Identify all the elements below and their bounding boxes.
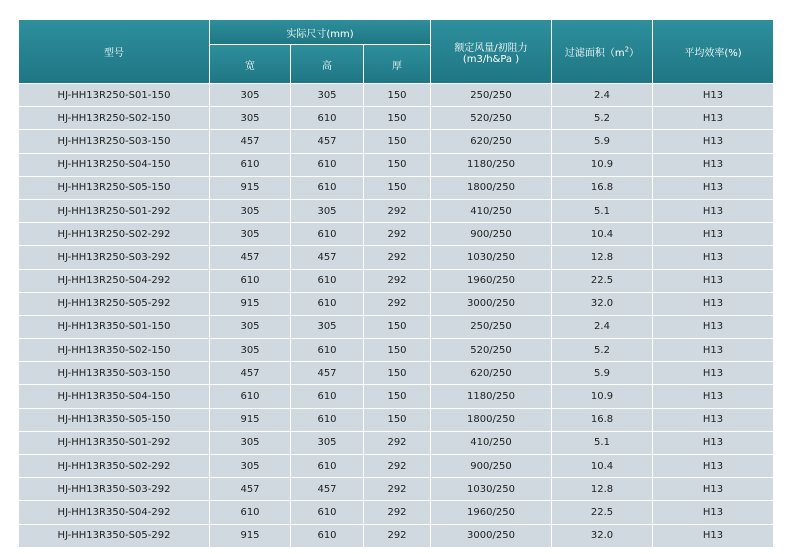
cell-height: 305 xyxy=(291,200,363,222)
cell-filter-area: 2.4 xyxy=(552,84,652,106)
table-row xyxy=(19,525,773,547)
table-row xyxy=(19,455,773,477)
table-body xyxy=(19,84,773,547)
cell-height: 610 xyxy=(291,270,363,292)
cell-thickness: 150 xyxy=(364,385,430,407)
cell-width: 305 xyxy=(210,316,290,338)
cell-filter-area: 5.1 xyxy=(552,432,652,454)
cell-filter-area: 10.4 xyxy=(552,455,652,477)
cell-thickness: 292 xyxy=(364,501,430,523)
cell-filter-area: 16.8 xyxy=(552,409,652,431)
cell-thickness: 292 xyxy=(364,200,430,222)
cell-thickness: 150 xyxy=(364,154,430,176)
cell-filter-area: 5.2 xyxy=(552,339,652,361)
cell-airflow: 3000/250 xyxy=(431,293,551,315)
cell-airflow: 1180/250 xyxy=(431,154,551,176)
cell-airflow: 410/250 xyxy=(431,432,551,454)
cell-height: 305 xyxy=(291,84,363,106)
cell-model: HJ-HH13R250-S01-292 xyxy=(19,200,209,222)
header-thickness: 厚 xyxy=(364,45,430,83)
table-row xyxy=(19,409,773,431)
cell-thickness: 150 xyxy=(364,177,430,199)
cell-width: 305 xyxy=(210,84,290,106)
cell-model: HJ-HH13R350-S02-150 xyxy=(19,339,209,361)
table-row xyxy=(19,200,773,222)
cell-model: HJ-HH13R350-S04-292 xyxy=(19,501,209,523)
cell-height: 610 xyxy=(291,455,363,477)
cell-thickness: 150 xyxy=(364,362,430,384)
cell-efficiency: H13 xyxy=(653,246,773,268)
cell-thickness: 292 xyxy=(364,223,430,245)
cell-airflow: 250/250 xyxy=(431,316,551,338)
cell-airflow: 1960/250 xyxy=(431,501,551,523)
cell-efficiency: H13 xyxy=(653,107,773,129)
cell-filter-area: 22.5 xyxy=(552,501,652,523)
cell-height: 610 xyxy=(291,177,363,199)
cell-height: 610 xyxy=(291,409,363,431)
cell-efficiency: H13 xyxy=(653,270,773,292)
table-row xyxy=(19,432,773,454)
cell-airflow: 1180/250 xyxy=(431,385,551,407)
cell-efficiency: H13 xyxy=(653,154,773,176)
cell-airflow: 520/250 xyxy=(431,107,551,129)
cell-airflow: 1030/250 xyxy=(431,246,551,268)
cell-efficiency: H13 xyxy=(653,478,773,500)
cell-width: 457 xyxy=(210,478,290,500)
cell-width: 305 xyxy=(210,432,290,454)
cell-filter-area: 32.0 xyxy=(552,525,652,547)
cell-model: HJ-HH13R350-S05-150 xyxy=(19,409,209,431)
cell-model: HJ-HH13R250-S05-292 xyxy=(19,293,209,315)
cell-width: 915 xyxy=(210,293,290,315)
cell-width: 457 xyxy=(210,362,290,384)
cell-thickness: 292 xyxy=(364,293,430,315)
cell-filter-area: 10.9 xyxy=(552,154,652,176)
cell-airflow: 3000/250 xyxy=(431,525,551,547)
cell-width: 457 xyxy=(210,246,290,268)
header-filter-area xyxy=(552,20,652,83)
cell-model: HJ-HH13R350-S01-150 xyxy=(19,316,209,338)
cell-width: 915 xyxy=(210,409,290,431)
cell-efficiency: H13 xyxy=(653,455,773,477)
cell-height: 610 xyxy=(291,525,363,547)
cell-airflow: 520/250 xyxy=(431,339,551,361)
header-rated-airflow-line1: 额定风量/初阻力 xyxy=(454,42,528,54)
cell-width: 305 xyxy=(210,339,290,361)
cell-filter-area: 12.8 xyxy=(552,478,652,500)
cell-model: HJ-HH13R250-S03-150 xyxy=(19,130,209,152)
cell-thickness: 150 xyxy=(364,84,430,106)
cell-airflow: 1030/250 xyxy=(431,478,551,500)
header-height: 高 xyxy=(291,45,363,83)
cell-model: HJ-HH13R250-S05-150 xyxy=(19,177,209,199)
cell-height: 610 xyxy=(291,223,363,245)
table-row xyxy=(19,316,773,338)
cell-efficiency: H13 xyxy=(653,177,773,199)
header-actual-size: 实际尺寸(mm) xyxy=(210,20,430,44)
cell-width: 610 xyxy=(210,154,290,176)
cell-efficiency: H13 xyxy=(653,501,773,523)
cell-height: 305 xyxy=(291,316,363,338)
cell-height: 457 xyxy=(291,478,363,500)
table-row xyxy=(19,270,773,292)
cell-width: 610 xyxy=(210,501,290,523)
header-filter-area-end: ） xyxy=(629,48,640,59)
cell-efficiency: H13 xyxy=(653,130,773,152)
filter-spec-table xyxy=(18,19,774,548)
cell-airflow: 250/250 xyxy=(431,84,551,106)
cell-efficiency: H13 xyxy=(653,385,773,407)
cell-filter-area: 5.9 xyxy=(552,362,652,384)
table-row xyxy=(19,177,773,199)
table-row xyxy=(19,362,773,384)
cell-height: 610 xyxy=(291,107,363,129)
cell-airflow: 1800/250 xyxy=(431,409,551,431)
cell-airflow: 900/250 xyxy=(431,455,551,477)
cell-model: HJ-HH13R250-S04-150 xyxy=(19,154,209,176)
cell-filter-area: 22.5 xyxy=(552,270,652,292)
cell-height: 610 xyxy=(291,339,363,361)
cell-thickness: 292 xyxy=(364,246,430,268)
cell-thickness: 292 xyxy=(364,432,430,454)
cell-efficiency: H13 xyxy=(653,84,773,106)
cell-airflow: 1960/250 xyxy=(431,270,551,292)
cell-width: 305 xyxy=(210,223,290,245)
cell-width: 610 xyxy=(210,270,290,292)
cell-efficiency: H13 xyxy=(653,409,773,431)
cell-filter-area: 5.9 xyxy=(552,130,652,152)
cell-airflow: 900/250 xyxy=(431,223,551,245)
cell-model: HJ-HH13R250-S03-292 xyxy=(19,246,209,268)
cell-height: 457 xyxy=(291,130,363,152)
cell-model: HJ-HH13R350-S02-292 xyxy=(19,455,209,477)
cell-width: 457 xyxy=(210,130,290,152)
cell-efficiency: H13 xyxy=(653,525,773,547)
cell-height: 610 xyxy=(291,501,363,523)
table-row xyxy=(19,478,773,500)
cell-airflow: 410/250 xyxy=(431,200,551,222)
cell-filter-area: 16.8 xyxy=(552,177,652,199)
header-rated-airflow xyxy=(431,20,551,83)
cell-model: HJ-HH13R250-S01-150 xyxy=(19,84,209,106)
cell-airflow: 1800/250 xyxy=(431,177,551,199)
cell-height: 457 xyxy=(291,362,363,384)
cell-width: 305 xyxy=(210,200,290,222)
cell-thickness: 292 xyxy=(364,525,430,547)
cell-efficiency: H13 xyxy=(653,293,773,315)
cell-model: HJ-HH13R350-S03-150 xyxy=(19,362,209,384)
cell-efficiency: H13 xyxy=(653,316,773,338)
header-filter-area-sup: 2 xyxy=(624,45,630,54)
cell-model: HJ-HH13R350-S01-292 xyxy=(19,432,209,454)
cell-height: 610 xyxy=(291,293,363,315)
spec-table-container xyxy=(18,19,772,548)
header-avg-efficiency: 平均效率(%) xyxy=(653,20,773,83)
cell-height: 610 xyxy=(291,385,363,407)
table-row xyxy=(19,246,773,268)
cell-width: 610 xyxy=(210,385,290,407)
cell-thickness: 150 xyxy=(364,339,430,361)
cell-model: HJ-HH13R350-S05-292 xyxy=(19,525,209,547)
cell-thickness: 150 xyxy=(364,316,430,338)
table-row xyxy=(19,385,773,407)
table-row xyxy=(19,107,773,129)
cell-filter-area: 2.4 xyxy=(552,316,652,338)
header-width: 宽 xyxy=(210,45,290,83)
cell-model: HJ-HH13R250-S02-150 xyxy=(19,107,209,129)
header-rated-airflow-line2: (m3/h&Pa ) xyxy=(462,53,520,65)
cell-model: HJ-HH13R250-S04-292 xyxy=(19,270,209,292)
cell-thickness: 292 xyxy=(364,270,430,292)
cell-width: 305 xyxy=(210,455,290,477)
cell-width: 915 xyxy=(210,525,290,547)
cell-efficiency: H13 xyxy=(653,432,773,454)
cell-thickness: 292 xyxy=(364,455,430,477)
cell-filter-area: 12.8 xyxy=(552,246,652,268)
table-row xyxy=(19,339,773,361)
cell-model: HJ-HH13R350-S04-150 xyxy=(19,385,209,407)
cell-width: 305 xyxy=(210,107,290,129)
cell-filter-area: 10.9 xyxy=(552,385,652,407)
table-row xyxy=(19,84,773,106)
cell-filter-area: 5.2 xyxy=(552,107,652,129)
cell-airflow: 620/250 xyxy=(431,362,551,384)
cell-thickness: 150 xyxy=(364,130,430,152)
cell-height: 457 xyxy=(291,246,363,268)
table-row xyxy=(19,293,773,315)
cell-efficiency: H13 xyxy=(653,200,773,222)
cell-model: HJ-HH13R350-S03-292 xyxy=(19,478,209,500)
cell-thickness: 292 xyxy=(364,478,430,500)
cell-thickness: 150 xyxy=(364,409,430,431)
header-model: 型号 xyxy=(19,20,209,83)
cell-thickness: 150 xyxy=(364,107,430,129)
header-filter-area-text: 过滤面积（m xyxy=(564,48,625,59)
table-row xyxy=(19,130,773,152)
cell-height: 610 xyxy=(291,154,363,176)
table-row xyxy=(19,154,773,176)
cell-width: 915 xyxy=(210,177,290,199)
cell-height: 305 xyxy=(291,432,363,454)
cell-efficiency: H13 xyxy=(653,223,773,245)
cell-efficiency: H13 xyxy=(653,339,773,361)
cell-filter-area: 32.0 xyxy=(552,293,652,315)
cell-model: HJ-HH13R250-S02-292 xyxy=(19,223,209,245)
table-row xyxy=(19,223,773,245)
cell-airflow: 620/250 xyxy=(431,130,551,152)
cell-filter-area: 10.4 xyxy=(552,223,652,245)
cell-efficiency: H13 xyxy=(653,362,773,384)
cell-filter-area: 5.1 xyxy=(552,200,652,222)
table-row xyxy=(19,501,773,523)
